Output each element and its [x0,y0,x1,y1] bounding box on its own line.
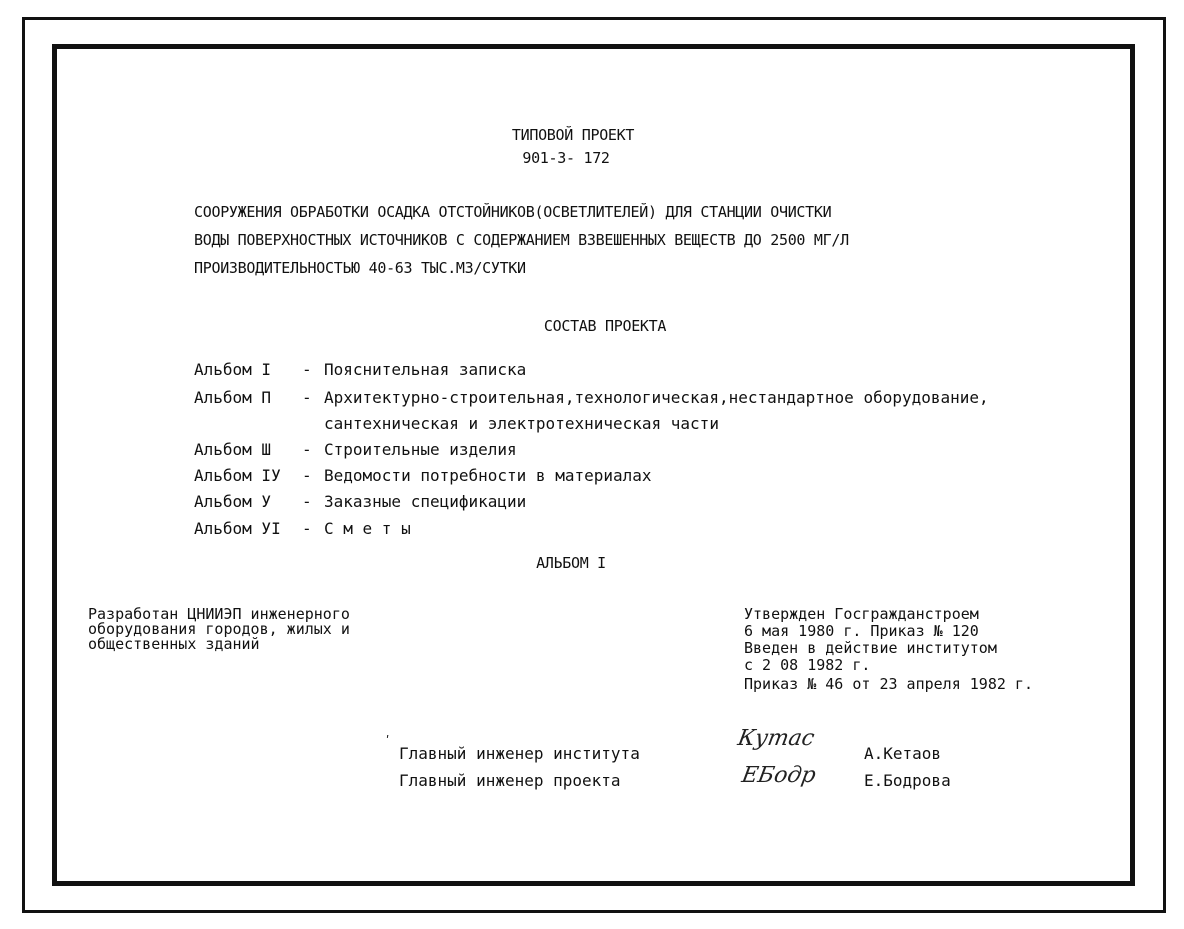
composition-heading: СОСТАВ ПРОЕКТА [543,317,667,335]
approval-line-5: Приказ № 46 от 23 апреля 1982 г. [744,675,1033,693]
project-number: 901-3- 172 [522,149,610,167]
description-line-1: СООРУЖЕНИЯ ОБРАБОТКИ ОСАДКА ОТСТОЙНИКОВ(ОСВЕТЛИТЕЛЕЙ) ДЛЯ СТАНЦИИ ОЧИСТКИ [194,203,832,221]
developer-line-2: оборудования городов, жилых и [88,620,350,638]
signatory-name: Е.Бодрова [864,771,951,790]
signatory-name: А.Кетаов [864,744,942,763]
album-label: Альбом I [194,360,272,379]
album-dash: - [302,519,312,538]
album-label: Альбом УI [194,519,281,538]
album-description: Ведомости потребности в материалах [324,466,652,485]
signature-image: Кутас [735,726,817,751]
signatory-role: Главный инженер проекта [399,771,621,790]
album-description: Заказные спецификации [324,492,527,511]
album-description: Пояснительная записка [324,360,527,379]
approval-line-4: с 2 08 1982 г. [744,656,871,674]
document-type: ТИПОВОЙ ПРОЕКТ [511,126,635,144]
album-label: Альбом IУ [194,466,281,485]
signature-image: ЕБодр [739,763,818,788]
approval-line-2: 6 мая 1980 г. Приказ № 120 [744,622,979,640]
album-dash: - [302,388,312,407]
album-dash: - [302,492,312,511]
album-dash: - [302,440,312,459]
album-description: Архитектурно-строительная,технологическая,нестандартное оборудование, [324,388,989,407]
tick-mark: ʹ [384,734,392,748]
approval-line-3: Введен в действие институтом [744,639,997,657]
developer-line-3: общественных зданий [88,635,260,653]
album-dash: - [302,466,312,485]
description-line-3: ПРОИЗВОДИТЕЛЬНОСТЬЮ 40-63 ТЫС.М3/СУТКИ [194,259,526,277]
description-line-2: ВОДЫ ПОВЕРХНОСТНЫХ ИСТОЧНИКОВ С СОДЕРЖАНИЕМ ВЗВЕШЕННЫХ ВЕЩЕСТВ ДО 2500 МГ/Л [194,231,849,249]
signatory-role: Главный инженер института [399,744,640,763]
developer-line-1: Разработан ЦНИИЭП инженерного [88,605,350,623]
album-label: Альбом Ш [194,440,272,459]
approval-line-1: Утвержден Госгражданстроем [744,605,979,623]
album-description: Строительные изделия [324,440,517,459]
album-label: Альбом У [194,492,272,511]
album-description: С м е т ы [324,519,411,538]
current-album: АЛЬБОМ I [536,554,606,572]
album-dash: - [302,360,312,379]
album-description-continued: сантехническая и электротехническая части [324,414,719,433]
album-label: Альбом П [194,388,272,407]
